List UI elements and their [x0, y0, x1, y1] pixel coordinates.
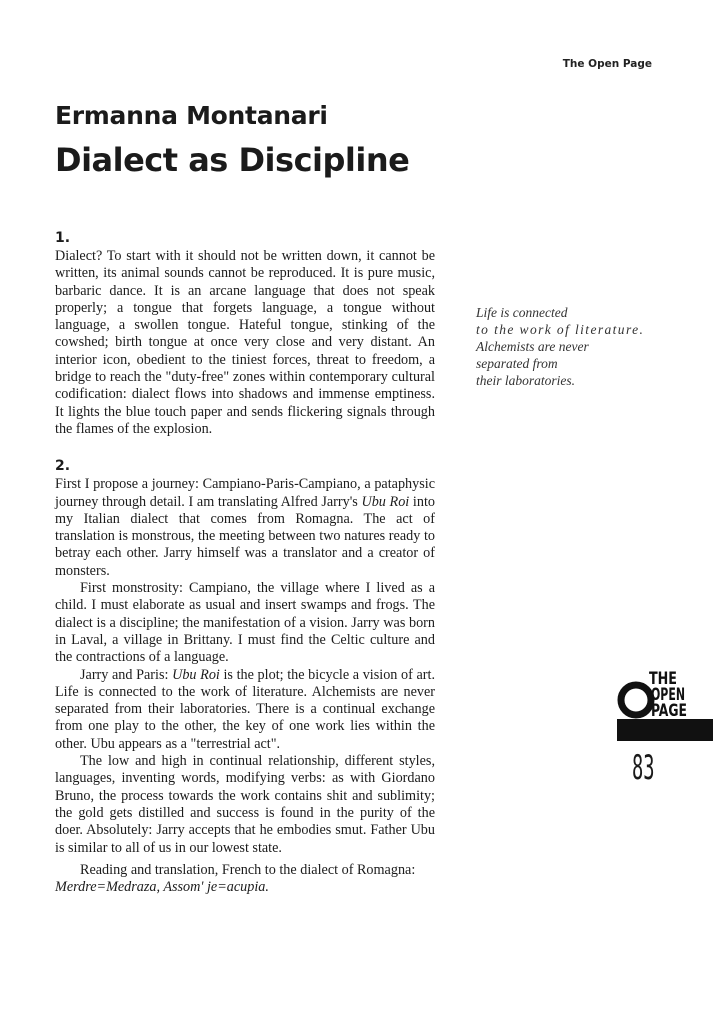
page-number: 83	[632, 748, 655, 788]
paragraph: Dialect? To start with it should not be written down, it cannot be written, its animal sounds cannot be reproduced. It is pure music, barbaric dance. It is an arcane language that does not speak properly; a tongue that forgets language, a tongue without language, a swollen tongue. Hateful tongue, stinking of the cowshed; birth tongue at once very close and very distant. An interior icon, obedient to the tiniest forces, threat to freedom, a bridge to reach the "duty-free" zones within contemporary cultural codification: dialect flows into shadows and immense emptiness. It lights the blue touch paper and sends flickering signals through the flames of the explosion.	[55, 248, 435, 437]
pull-quote-line: Life is connected	[476, 305, 568, 320]
article-body	[55, 230, 435, 916]
paragraph	[55, 667, 435, 753]
paragraph	[55, 862, 435, 897]
text-run: is the plot; the bicycle a vision of art. Life is connected to the work of literature. Alchemists are never separated from their laboratories. There is a continual exchange from one play to the other, the key of one work lies within the other. Ubu appears as a "terrestrial act".	[55, 666, 435, 752]
text-run: Jarry and Paris:	[80, 666, 173, 683]
paragraph: First monstrosity: Campiano, the village where I lived as a child. I must elaborate as usual and insert swamps and frogs. The dialect is a discipline; the manifestation of a vision. Jarry was born in Laval, a village in Brittany. I must find the Celtic culture and the contractions of a language.	[55, 580, 435, 666]
pull-quote-line: separated from	[476, 356, 558, 371]
section-1	[55, 230, 435, 438]
italic-title: Ubu Roi	[361, 493, 410, 510]
logo-o-ring	[621, 685, 651, 715]
logo-word-the: THE	[649, 669, 677, 689]
section-number: 1.	[55, 230, 71, 246]
open-page-logo	[617, 665, 713, 745]
pull-quote	[476, 304, 676, 389]
italic-title: Ubu Roi	[172, 666, 220, 683]
pull-quote-line: to the work of literature.	[476, 322, 645, 337]
pull-quote-line: their laboratories.	[476, 373, 576, 388]
section-number: 2.	[55, 458, 71, 475]
text-run: into my Italian dialect that comes from Romagna. The act of translation is monstrous, the meeting between two natures ready to betray each other. Jarry himself was a translator and a creator of monsters.	[55, 493, 435, 579]
section-2	[55, 458, 435, 896]
running-head: The Open Page	[562, 58, 652, 70]
paragraph	[55, 476, 435, 580]
text-run: First I propose a journey: Campiano-Paris-Campiano, a pataphysic journey through detail. I am translating Alfred Jarry's	[55, 476, 435, 510]
logo-word-open: OPEN	[651, 685, 685, 705]
paragraph: The low and high in continual relationship, different styles, languages, inventing words, modifying verbs: as with Giordano Bruno, the process towards the work contains shit and sublimity; the gold gets distilled and success is found in the purity of the doer. Absolutely: Jarry accepts that he embodies smut. Father Ubu is similar to all of us in our lowest state.	[55, 753, 435, 856]
logo-word-page: PAGE	[651, 701, 687, 721]
italic-example: Merdre=Medraza, Assom' je=acupia.	[55, 879, 269, 896]
pull-quote-line: Alchemists are never	[476, 339, 589, 354]
article-title: Dialect as Discipline	[55, 141, 410, 179]
text-run: Reading and translation, French to the dialect of Romagna:	[80, 861, 416, 878]
author-name: Ermanna Montanari	[55, 101, 328, 130]
